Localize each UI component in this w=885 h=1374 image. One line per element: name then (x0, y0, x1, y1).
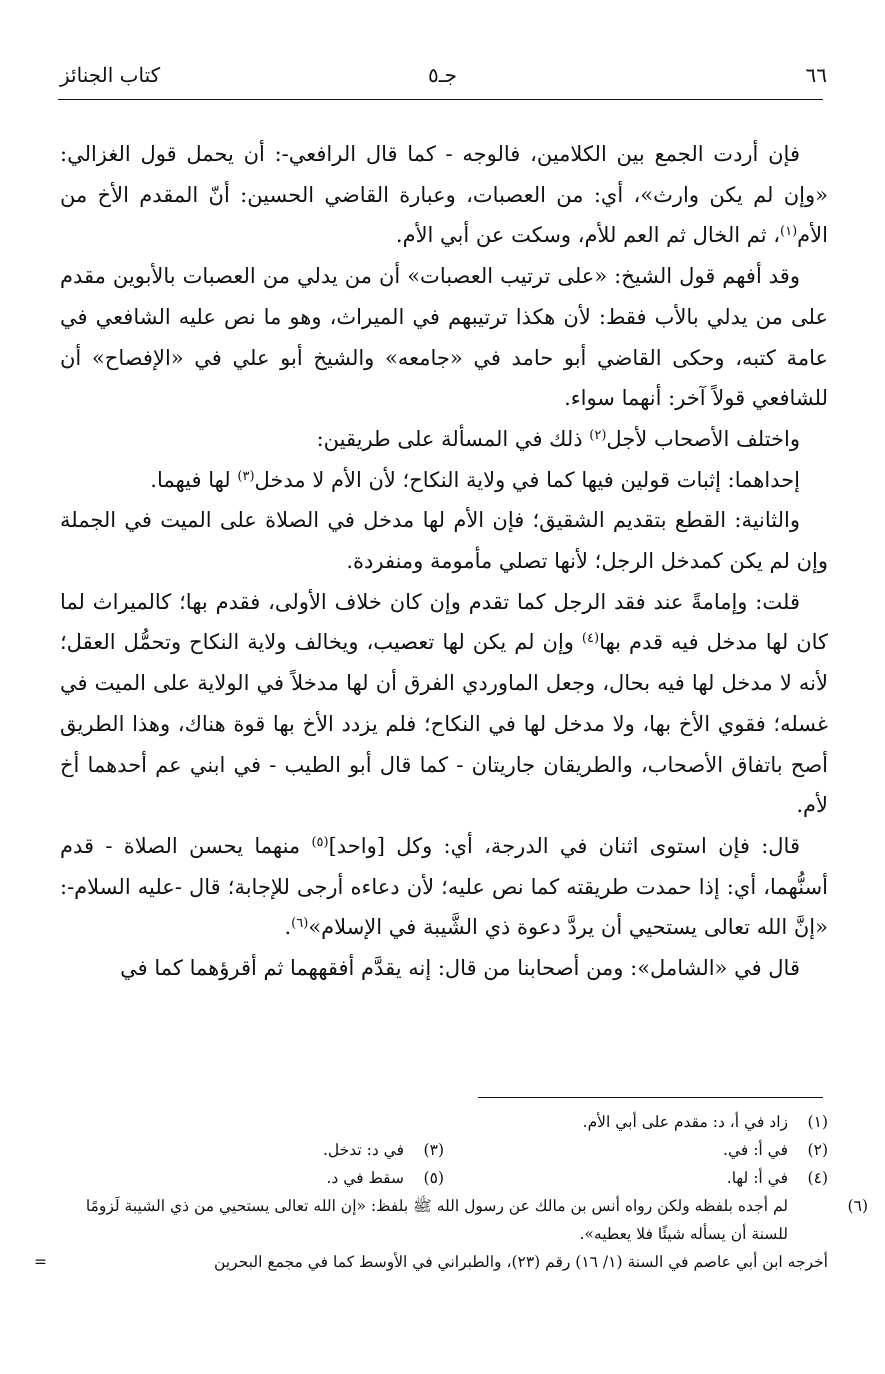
paragraph (60, 134, 828, 256)
footnote-number: (٤) (807, 1169, 828, 1187)
footnote-continuation (34, 1248, 828, 1276)
footnote-number: (٢) (807, 1141, 828, 1159)
chapter-title: كتاب الجنائز (60, 63, 161, 87)
text-run: ، ثم الخال ثم العم للأم، وسكت عن أبي الأم. (395, 223, 781, 248)
footnote-separator (478, 1097, 823, 1098)
text-run: والثانية: القطع بتقديم الشقيق؛ فإن الأم لها مدخل في الصلاة على الميت في الجملة وإن لم يكن كمدخل الرجل؛ لأنها تصلي مأمومة ومنفردة. (60, 508, 828, 574)
paragraph (60, 256, 828, 419)
footnote-1 (583, 1108, 828, 1136)
text-run: وإن لم يكن لها تعصيب، ويخالف ولاية النكاح وتحمُّل العقل؛ لأنه لا مدخل لها فيه بحال، وجعل الماوردي الفرق أن لها مدخلاً في الولاية على الميت في غسله؛ فقوي الأخ بها، ولا مدخل لها في النكاح؛ فلم يزدد الأخ بها قوة هناك، وهذا الطريق أصح باتفاق الأصحاب، والطريقان جاريتان - كما قال أبو الطيب - في ابني عم أحدهما أخ لأم. (60, 630, 828, 818)
footnote-text: زاد في أ، د: مقدم على أبي الأم. (582, 1113, 788, 1131)
footnote-5 (60, 1164, 444, 1192)
main-text (60, 134, 828, 989)
paragraph (60, 948, 828, 989)
text-run: لها فيهما. (150, 467, 238, 492)
footnote-number: (٥) (423, 1169, 444, 1187)
text-run: منهما يحسن الصلاة - قدم أسنُّهما، أي: إذا حمدت طريقته كما نص عليه؛ لأن دعاءه أرجى للإجابة؛ قال -عليه السلام-: «إنَّ الله تعالى يستحيي أن يردَّ دعوة ذي الشَّيبة في الإسلام» (60, 833, 828, 940)
paragraph (60, 500, 828, 581)
footnote-reference: (٤) (581, 631, 600, 647)
footnote-reference: (٢) (589, 427, 607, 443)
footnote-4 (444, 1164, 828, 1192)
text-run: وقد أفهم قول الشيخ: «على ترتيب العصبات» أن من يدلي من العصبات بالأبوين مقدم على من يدلي بالأب فقط: لأن هكذا ترتيبهم في الميراث، وهو ما نص عليه الشافعي في عامة كتبه، وحكى القاضي أبو حامد في «جامعه» والشيخ أبو علي في «الإفصاح» أن للشافعي قولاً آخر: أنهما سواء. (60, 264, 828, 411)
footnote-text: سقط في د. (326, 1169, 404, 1187)
page-number: ٦٦ (805, 63, 827, 87)
footnote-row (60, 1136, 828, 1164)
footnote-text: في د: تدخل. (322, 1141, 404, 1159)
text-run: . (284, 915, 292, 940)
footnote-number: (١) (807, 1113, 828, 1131)
footnote-continuation-text: أخرجه ابن أبي عاصم في السنة (١/ ١٦) رقم (٢٣)، والطبراني في الأوسط كما في مجمع البحرين (214, 1253, 828, 1271)
footnote-6 (60, 1192, 868, 1248)
footnote-text: لم أجده بلفظه ولكن رواه أنس بن مالك عن رسول الله ﷺ بلفظ: «إن الله تعالى يستحيي من ذي الشيبة لَزومًا للسنة أن يسأله شيئًا فلا يعطيه». (85, 1197, 788, 1243)
footnote-reference: (٥) (311, 834, 329, 850)
footnote-number: (٦) (847, 1197, 868, 1215)
footnote-2 (444, 1136, 828, 1164)
footnote-number: (٣) (423, 1141, 444, 1159)
text-run: ذلك في المسألة على طريقين: (316, 426, 590, 451)
footnote-text: في أ: لها. (726, 1169, 788, 1187)
footnote-row (60, 1108, 828, 1136)
footnote-text: في أ: في. (723, 1141, 788, 1159)
footnotes (34, 1108, 868, 1276)
footnote-reference: (٦) (291, 916, 309, 932)
footnote-row (60, 1164, 828, 1192)
volume-label: جـ٥ (428, 63, 457, 87)
text-run: قال في «الشامل»: ومن أصحابنا من قال: إنه يقدَّم أفقههما ثم أقرؤهما كما في (120, 956, 800, 981)
footnote-3 (60, 1136, 444, 1164)
footnote-reference: (٣) (237, 468, 255, 484)
paragraph (60, 460, 828, 501)
header-rule (58, 99, 823, 100)
text-run: قلت: وإمامةً عند فقد الرجل كما تقدم وإن كان خلاف الأولى، فقدم بها؛ كالميراث لما كان لها مدخل فيه قدم بها (60, 589, 829, 655)
paragraph (60, 826, 828, 948)
paragraph (60, 582, 828, 826)
text-run: فإن أردت الجمع بين الكلامين، فالوجه - كما قال الرافعي-: أن يحمل قول الغزالي: «وإن لم يكن وارث»، أي: من العصبات، وعبارة القاضي الحسين: أنّ المقدم الأخ من الأم (60, 142, 828, 248)
text-run: قال: فإن استوى اثنان في الدرجة، أي: وكل [واحد] (328, 833, 800, 858)
continuation-mark: = (34, 1253, 47, 1271)
text-run: إحداهما: إثبات قولين فيها كما في ولاية النكاح؛ لأن الأم لا مدخل (254, 467, 800, 492)
paragraph (60, 419, 828, 460)
footnote-reference: (١) (780, 224, 798, 240)
text-run: واختلف الأصحاب لأجل (606, 426, 800, 451)
